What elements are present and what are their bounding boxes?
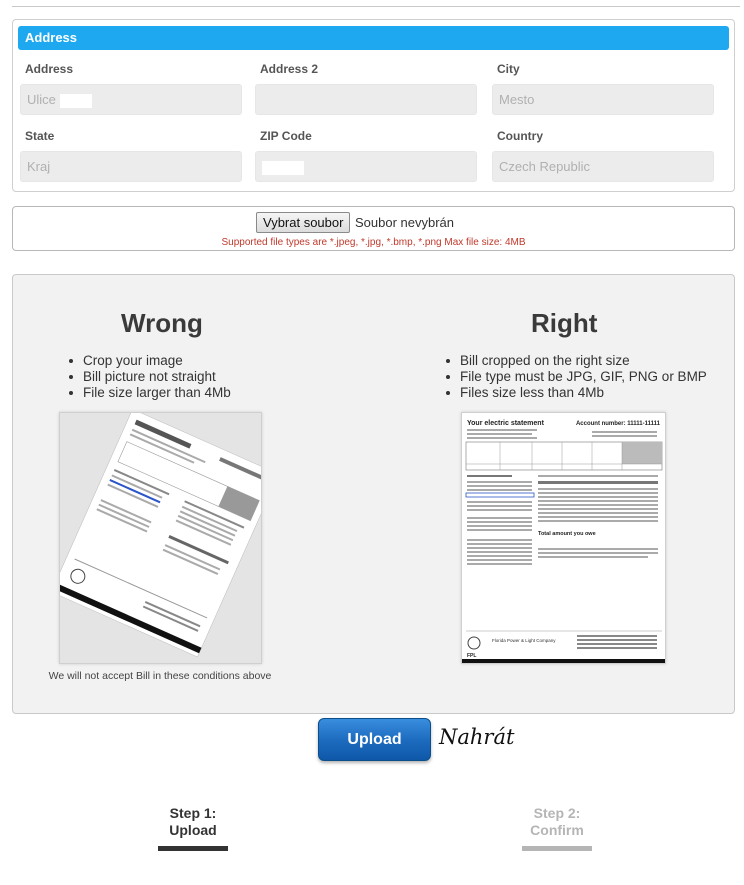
supported-types-note: Supported file types are *.jpeg, *.jpg, *.bmp, *.png Max file size: 4MB [221,237,526,248]
straight-bill-illustration [462,413,665,663]
address-panel [12,19,735,192]
address-input-value: Ulice [27,92,56,107]
list-item: File size larger than 4Mb [67,385,231,401]
reject-note: We will not accept Bill in these conditions above [48,670,272,682]
redacted-mask [262,161,304,175]
right-list [444,353,707,401]
wrong-bill-image [59,412,262,664]
bill-total-label: Total amount you owe [538,531,596,537]
step-indicator-inactive [522,846,592,851]
city-input[interactable]: Mesto [492,84,714,115]
wrong-list [67,353,231,401]
address2-input[interactable] [255,84,477,115]
upload-button[interactable]: Upload [318,718,431,761]
state-label: State [25,129,55,143]
address-label: Address [25,62,74,76]
address-input[interactable] [20,84,242,115]
list-item: Files size less than 4Mb [444,385,707,401]
step-indicator-active [158,846,228,851]
upload-translation: Nahrát [439,725,515,749]
top-divider [12,6,740,7]
list-item: Crop your image [67,353,231,369]
step-number: Step 1: [169,805,217,821]
list-item: File type must be JPG, GIF, PNG or BMP [444,369,707,385]
zip-input[interactable] [255,151,477,182]
zip-label: ZIP Code [260,129,312,143]
address-header: Address [18,26,729,50]
bill-heading: Your electric statement [467,420,544,427]
step-label: Confirm [530,822,584,838]
list-item: Bill picture not straight [67,369,231,385]
right-title: Right [531,308,598,338]
country-label: Country [497,129,543,143]
step-number: Step 2: [533,805,581,821]
step-2 [522,805,592,839]
right-bill-image [461,412,666,664]
bill-brand: FPL [467,653,477,659]
state-input[interactable]: Kraj [20,151,242,182]
file-status: Soubor nevybrán [355,215,455,230]
step-1 [158,805,228,839]
tilted-bill-illustration [60,413,261,663]
country-input[interactable]: Czech Republic [492,151,714,182]
step-label: Upload [169,822,217,838]
bill-examples-panel [12,274,735,714]
file-upload-panel [12,206,735,251]
choose-file-button[interactable]: Vybrat soubor [256,212,350,233]
redacted-mask [60,94,92,108]
address2-label: Address 2 [260,62,319,76]
bill-account: Account number: 11111-11111 [575,421,660,427]
bill-company: Florida Power & Light Company [492,638,556,643]
city-label: City [497,62,520,76]
list-item: Bill cropped on the right size [444,353,707,369]
wrong-title: Wrong [121,308,203,338]
